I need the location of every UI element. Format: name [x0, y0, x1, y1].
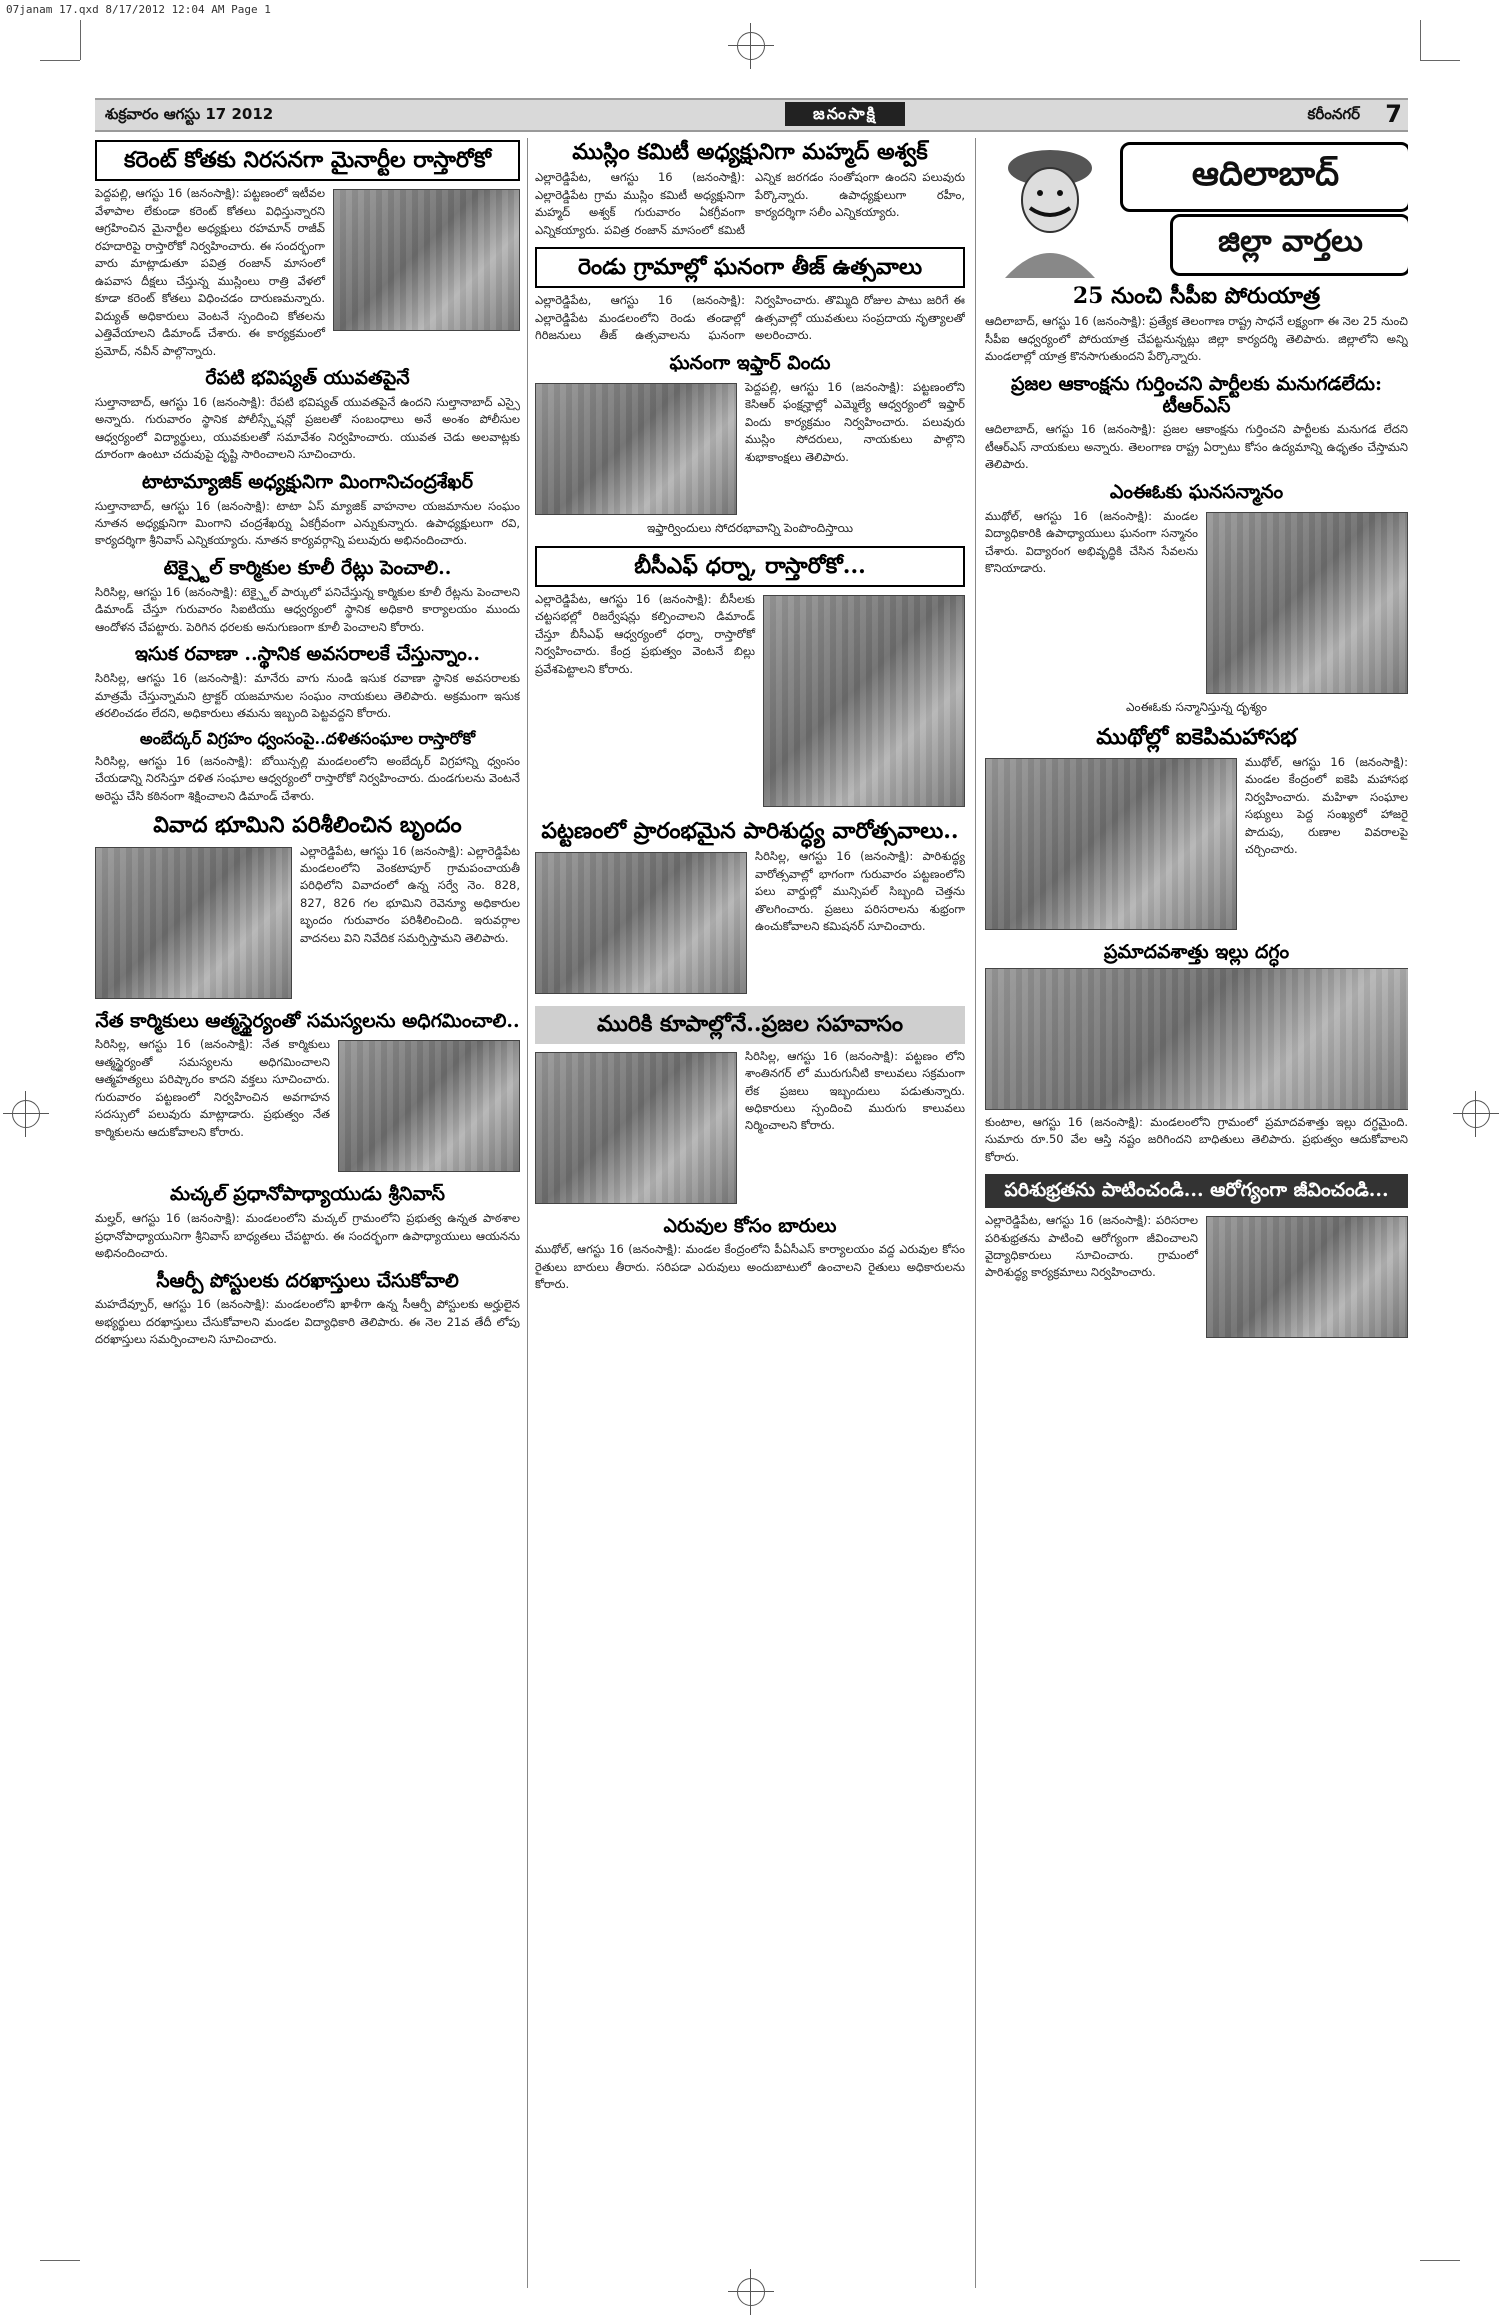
- article-body: ఎల్లారెడ్డిపేట, ఆగస్టు 16 (జనంసాక్షి): ఎల్లారెడ్డిపేట గ్రామ ముస్లిం కమిటీ అధ్యక్షునిగా మహ్మద్ అశ్వక్ గురువారం ఏకగ్రీవంగా ఎన్నికయ్యారు. పవిత్ర రంజాన్ మాసంలో కమిటీ ఎన్నిక జరగడం సంతోషంగా ఉందని పలువురు పేర్కొన్నారు. ఉపాధ్యక్షులుగా రహీం, కార్యదర్శిగా సలీం ఎన్నికయ్యారు.: [535, 170, 965, 237]
- article-body: కుంటాల, ఆగస్టు 16 (జనంసాక్షి): మండలంలోని గ్రామంలో ప్రమాదవశాత్తు ఇల్లు దగ్ధమైంది. సుమారు రూ.50 వేల ఆస్తి నష్టం జరిగిందని బాధితులు తెలిపారు. ప్రభుత్వం ఆదుకోవాలని కోరారు.: [985, 1114, 1408, 1164]
- seminar-photo: [338, 1040, 520, 1172]
- crop-mark: [40, 2260, 80, 2261]
- article: [95, 1011, 520, 1177]
- district-news-label: జిల్లా వార్తలు: [1170, 214, 1408, 276]
- column-right: [985, 138, 1408, 2288]
- headline: నేత కార్మికులు ఆత్మస్థైర్యంతో సమస్యలను అధిగమించాలి..: [95, 1009, 520, 1032]
- photo-caption: ఎంఈఓకు సన్మానిస్తున్న దృశ్యం: [1125, 699, 1268, 714]
- headline: కరెంట్ కోతకు నిరసనగా మైనార్టీల రాస్తారోకో: [95, 140, 520, 181]
- article: [95, 730, 520, 805]
- article: [985, 374, 1408, 474]
- drainage-photo: [535, 1052, 737, 1204]
- article: [985, 942, 1408, 1166]
- headline: ఎరువుల కోసం బారులు: [663, 1214, 837, 1237]
- column-left: [95, 138, 520, 2288]
- article: [95, 472, 520, 550]
- headline: పట్టణంలో ప్రారంభమైన పారిశుద్ధ్య వారోత్సవాలు..: [541, 818, 959, 845]
- article: [95, 813, 520, 1002]
- headline: మురికి కూపాల్లోనే..ప్రజల సహవాసం: [535, 1006, 965, 1043]
- article-body: సిరిసిల్ల, ఆగస్టు 16 (జనంసాక్షి): బోయిన్పల్లి మండలంలోని అంబేద్కర్ విగ్రహాన్ని ధ్వంసం చేయడాన్ని నిరసిస్తూ దళిత సంఘాల ఆధ్వర్యంలో రాస్తారోకో నిర్వహించారు. దుండగులను వెంటనే అరెస్టు చేసి కఠినంగా శిక్షించాలని డిమాండ్ చేశారు.: [95, 753, 520, 803]
- headline: రేపటి భవిష్యత్ యువతపైనే: [205, 366, 410, 389]
- article-body: సిరిసిల్ల, ఆగస్టు 16 (జనంసాక్షి): పారిశుద్ధ్య వారోత్సవాల్లో భాగంగా గురువారం పట్టణంలోని పలు వార్డుల్లో మున్సిపల్ సిబ్బంది చెత్తను తొలగించారు. ప్రజలు పరిసరాలను శుభ్రంగా ఉంచుకోవాలని కమిషనర్ సూచించారు.: [755, 849, 965, 934]
- headline: ఘనంగా ఇఫ్తార్ విందు: [669, 351, 831, 374]
- headline: ముస్లిం కమిటీ అధ్యక్షునిగా మహ్మద్ అశ్వక్: [572, 139, 928, 165]
- headline: ముథోల్లో ఐకెపిమహాసభ: [1096, 723, 1297, 750]
- headline: టెక్స్టైల్ కార్మికుల కూలీ రేట్లు పెంచాలి..: [163, 556, 452, 579]
- article-body: సిరిసిల్ల, ఆగస్టు 16 (జనంసాక్షి): నేత కార్మికులు ఆత్మస్థైర్యంతో సమస్యలను అధిగమించాలని ఆత్మహత్యలు పరిష్కారం కాదని వక్తలు సూచించారు. గురువారం పట్టణంలో నిర్వహించిన అవగాహన సదస్సులో పలువురు మాట్లాడారు. ప్రభుత్వం నేత కార్మికులను ఆదుకోవాలని కోరారు.: [95, 1037, 330, 1139]
- article-body: ఆదిలాబాద్, ఆగస్టు 16 (జనంసాక్షి): ప్రజల ఆకాంక్షను గుర్తించని పార్టీలకు మనుగడ లేదని టీఆర్ఎస్ నాయకులు అన్నారు. తెలంగాణ రాష్ట్ర ఏర్పాటు కోసం ఉద్యమాన్ని ఉధృతం చేస్తామని తెలిపారు.: [985, 422, 1408, 472]
- registration-mark-icon: [12, 1100, 40, 1128]
- protest-photo: [333, 189, 520, 331]
- article-body: సిరిసిల్ల, ఆగస్టు 16 (జనంసాక్షి): మానేరు వాగు నుండి ఇసుక రవాణా స్థానిక అవసరాలకు మాత్రమే చేస్తున్నామని ట్రాక్టర్ యజమానుల సంఘం నాయకులు తెలిపారు. అక్రమంగా ఇసుక తరలించడం లేదని, అధికారులు తమను ఇబ్బంది పెట్టవద్దని కోరారు.: [95, 671, 520, 720]
- article-body: సిరిసిల్ల, ఆగస్టు 16 (జనంసాక్షి): పట్టణం లోని శాంతినగర్ లో మురుగునీటి కాలువలు సక్రమంగా లేక ప్రజలు ఇబ్బందులు పడుతున్నారు. అధికారులు స్పందించి మురుగు కాలువలు నిర్మించాలని కోరారు.: [745, 1048, 965, 1133]
- column-rule: [975, 138, 976, 2288]
- article-body: ఎల్లారెడ్డిపేట, ఆగస్టు 16 (జనంసాక్షి): ఎల్లారెడ్డిపేట మండలంలోని రెండు తండాల్లో గిరిజనులు తీజ్ ఉత్సవాలను ఘనంగా నిర్వహించారు. తొమ్మిది రోజుల పాటు జరిగే ఈ ఉత్సవాల్లో యువతులు సంప్రదాయ నృత్యాలతో అలరించారు.: [535, 293, 965, 343]
- article: [535, 140, 965, 239]
- dharna-photo: [763, 595, 965, 807]
- crop-mark: [1420, 60, 1460, 61]
- photo-caption: ఇఫ్తార్విందులు సోదరభావాన్ని పెంపొందిస్తాయి: [646, 520, 854, 535]
- article-body: సుల్తానాబాద్, ఆగస్టు 16 (జనంసాక్షి): టాటా ఏస్ మ్యాజిక్ వాహనాల యజమానుల సంఘం నూతన అధ్యక్షునిగా మింగాని చంద్రశేఖర్ను ఏకగ్రీవంగా ఎన్నుకున్నారు. ఉపాధ్యక్షులుగా రవి, కార్యదర్శిగా శ్రీనివాస్ ఎన్నికయ్యారు. నూతన కార్యవర్గాన్ని పలువురు అభినందించారు.: [95, 498, 520, 548]
- sanitation-photo: [535, 852, 747, 994]
- headline: సీఆర్పీ పోస్టులకు దరఖాస్తులు చేసుకోవాలి: [156, 1269, 459, 1292]
- headline: పరిశుభ్రతను పాటించండి... ఆరోగ్యంగా జీవించండి...: [985, 1174, 1408, 1208]
- headline: వివాద భూమిని పరిశీలించిన బృందం: [153, 812, 462, 839]
- felicitation-photo: [1206, 512, 1408, 694]
- article: [95, 368, 520, 464]
- crop-mark: [1420, 2260, 1460, 2261]
- article: [95, 1271, 520, 1349]
- article: [985, 725, 1408, 934]
- page-number: 7: [1385, 100, 1402, 128]
- land-inspection-photo: [95, 847, 292, 999]
- headline: ఇసుక రవాణా ..స్థానిక అవసరాలకే చేస్తున్నాం..: [134, 643, 481, 666]
- issue-date: శుక్రవారం ఆగస్టు 17 2012: [105, 105, 274, 123]
- article: [95, 1184, 520, 1262]
- column-rule: [527, 138, 528, 2288]
- article-body: మల్హర్, ఆగస్టు 16 (జనంసాక్షి): మండలంలోని మచ్కల్ గ్రామంలోని ప్రభుత్వ ఉన్నత పాఠశాల ప్రధానోపాధ్యాయునిగా శ్రీనివాస్ బాధ్యతలు చేపట్టారు. ఈ సందర్భంగా ఉపాధ్యాయులు ఆయనను అభినందించారు.: [95, 1211, 520, 1261]
- article: [535, 819, 965, 998]
- headline: ప్రమాదవశాత్తు ఇల్లు దగ్ధం: [1103, 940, 1290, 963]
- headline: ఎంఈఓకు ఘనసన్మానం: [1109, 480, 1284, 503]
- district-name: ఆదిలాబాద్: [1120, 142, 1408, 212]
- cleanliness-photo: [1206, 1216, 1408, 1338]
- headline: టాటామ్యాజిక్ అధ్యక్షునిగా మింగానిచంద్రశేఖర్: [142, 470, 473, 493]
- headline: రెండు గ్రామాల్లో ఘనంగా తీజ్ ఉత్సవాలు: [535, 247, 965, 288]
- column-middle: [535, 138, 965, 2288]
- page-header: [95, 98, 1408, 132]
- newspaper-logo: జనంసాక్షి: [785, 102, 905, 126]
- print-slug: 07janam 17.qxd 8/17/2012 12:04 AM Page 1: [6, 3, 271, 16]
- article-body: సిరిసిల్ల, ఆగస్టు 16 (జనంసాక్షి): టెక్స్టైల్ పార్కులో పనిచేస్తున్న కార్మికుల కూలీ రేట్లను పెంచాలని డిమాండ్ చేస్తూ గురువారం సిఐటియు ఆధ్వర్యంలో స్థానిక అధికారి కార్యాలయం ముందు ఆందోళన చేపట్టారు. పెరిగిన ధరలకు అనుగుణంగా కూలీ పెంచాలని కోరారు.: [95, 584, 520, 634]
- article: [535, 1216, 965, 1294]
- article: [535, 1006, 965, 1207]
- article: [985, 284, 1408, 366]
- article: [95, 644, 520, 722]
- district-masthead: [985, 138, 1408, 278]
- headline: మచ్కల్ ప్రధానోపాధ్యాయుడు శ్రీనివాస్: [170, 1183, 445, 1206]
- article-body: ముథోల్, ఆగస్టు 16 (జనంసాక్షి): మండల కేంద్రంలో ఐకెపి మహాసభ నిర్వహించారు. మహిళా సంఘాల సభ్యులు పెద్ద సంఖ్యలో హాజరై పొదుపు, రుణాల వివరాలపై చర్చించారు.: [1245, 754, 1408, 857]
- article-body: ముథోల్, ఆగస్టు 16 (జనంసాక్షి): మండల విద్యాధికారికి ఉపాధ్యాయులు ఘనంగా సన్మానం చేశారు. విద్యారంగ అభివృద్ధికి చేసిన సేవలను కొనియాడారు.: [985, 508, 1198, 576]
- article-body: ఆదిలాబాద్, ఆగస్టు 16 (జనంసాక్షి): ప్రత్యేక తెలంగాణ రాష్ట్ర సాధనే లక్ష్యంగా ఈ నెల 25 నుంచి సీపీఐ ఆధ్వర్యంలో పోరుయాత్ర చేపట్టనున్నట్లు జిల్లా కార్యదర్శి తెలిపారు. జిల్లాలోని అన్ని మండలాల్లో యాత్ర కొనసాగుతుందని పేర్కొన్నారు.: [985, 314, 1408, 364]
- article: [985, 1174, 1408, 1342]
- crop-mark: [1420, 20, 1421, 60]
- headline: బీసీఎఫ్ ధర్నా, రాస్తారోకో...: [535, 546, 965, 587]
- registration-mark-icon: [737, 32, 765, 60]
- article-body: ఎల్లారెడ్డిపేట, ఆగస్టు 16 (జనంసాక్షి): పరిసరాల పరిశుభ్రతను పాటించి ఆరోగ్యంగా జీవించాలని వైద్యాధికారులు సూచించారు. గ్రామంలో పారిశుద్ధ్య కార్యక్రమాలు నిర్వహించారు.: [985, 1213, 1198, 1280]
- article-body: పెద్దపల్లి, ఆగస్టు 16 (జనంసాక్షి): పట్టణంలో ఇటీవల వేళాపాల లేకుండా కరెంట్ కోతలు విధిస్తున్నారని ఆగ్రహించిన మైనార్టీల అధ్యక్షులు రహమాన్ రాజీవ్ రహదారిపై రాస్తారోకో నిర్వహించారు. ఈ సందర్భంగా వారు మాట్లాడుతూ పవిత్ర రంజాన్ మాసంలో ఉపవాస దీక్షలు చేస్తున్న ముస్లింలు రాత్రి వేళలో కూడా కరెంట్ కోతలు విధించడం దారుణమన్నారు. విద్యుత్ అధికారులు వెంటనే స్పందించి కోతలను ఎత్తివేయాలని డిమాండ్ చేశారు. ఈ కార్యక్రమంలో ప్రమోద్, నవీన్ పాల్గొన్నారు.: [95, 186, 325, 358]
- article-body: మహదేవ్పూర్, ఆగస్టు 16 (జనంసాక్షి): మండలంలోని ఖాళీగా ఉన్న సీఆర్పీ పోస్టులకు అర్హులైన అభ్యర్థులు దరఖాస్తులు చేసుకోవాలని మండల విద్యాధికారి తెలిపారు. ఈ నెల 21వ తేదీ లోపు దరఖాస్తులు సమర్పించాలని సూచించారు.: [95, 1297, 520, 1347]
- headline: ప్రజల ఆకాంక్షను గుర్తించని పార్టీలకు మనుగడలేదు: టీఆర్ఎస్: [1011, 372, 1382, 417]
- headline: 25 నుంచి సీపీఐ పోరుయాత్ర: [1072, 283, 1321, 309]
- fire-damage-photo: [985, 968, 1408, 1110]
- article: [95, 140, 520, 360]
- crop-mark: [80, 20, 81, 60]
- article-body: ఎల్లారెడ్డిపేట, ఆగస్టు 16 (జనంసాక్షి): బీసీలకు చట్టసభల్లో రిజర్వేషన్లు కల్పించాలని డిమాండ్ చేస్తూ బీసీఎఫ్ ఆధ్వర్యంలో ధర్నా, రాస్తారోకో నిర్వహించారు. కేంద్ర ప్రభుత్వం వెంటనే బిల్లు ప్రవేశపెట్టాలని కోరారు.: [535, 592, 755, 676]
- crop-mark: [40, 60, 80, 61]
- article: [535, 353, 965, 538]
- article: [535, 546, 965, 811]
- article: [985, 482, 1408, 717]
- article: [535, 247, 965, 345]
- article-body: ముథోల్, ఆగస్టు 16 (జనంసాక్షి): మండల కేంద్రంలోని పీఏసీఎస్ కార్యాలయం వద్ద ఎరువుల కోసం రైతులు బారులు తీరారు. సరిపడా ఎరువులు అందుబాటులో ఉంచాలని రైతులు అధికారులను కోరారు.: [535, 1242, 965, 1292]
- edition-city: కరీంనగర్: [1307, 105, 1360, 123]
- iftar-photo: [535, 383, 737, 515]
- meeting-photo: [985, 758, 1237, 930]
- article-body: సుల్తానాబాద్, ఆగస్టు 16 (జనంసాక్షి): రేపటి భవిష్యత్ యువతపైనే ఉందని సుల్తానాబాద్ ఎస్సై అన్నారు. గురువారం స్థానిక పోలీస్స్టేషన్లో ప్రజలతో సంబంధాలు అనే అంశం పోలీసుల ఆధ్వర్యంలో విద్యార్థులు, యువకులతో సమావేశం నిర్వహించారు. యువత చెడు అలవాట్లకు దూరంగా ఉంటూ చదువుపై దృష్టి సారించాలని సూచించారు.: [95, 394, 520, 462]
- registration-mark-icon: [1462, 1100, 1490, 1128]
- article-body: పెద్దపల్లి, ఆగస్టు 16 (జనంసాక్షి): పట్టణంలోని కెసిఆర్ ఫంక్షన్హాల్లో ఎమ్మెల్యే ఆధ్వర్యంలో ఇఫ్తార్ విందు కార్యక్రమం నిర్వహించారు. పలువురు ముస్లిం సోదరులు, నాయకులు పాల్గొని శుభాకాంక్షలు తెలిపారు.: [745, 379, 965, 464]
- article: [95, 558, 520, 636]
- portrait-illustration-icon: [985, 138, 1115, 278]
- headline: అంబేద్కర్ విగ్రహం ధ్వంసంపై..దళితసంఘాల రాస్తారోకో: [139, 729, 476, 749]
- article-body: ఎల్లారెడ్డిపేట, ఆగస్టు 16 (జనంసాక్షి): ఎల్లారెడ్డిపేట మండలంలోని వెంకటాపూర్ గ్రామపంచాయతీ పరిధిలోని వివాదంలో ఉన్న సర్వే నెం. 828, 827, 826 గల భూమిని రెవెన్యూ అధికారుల బృందం గురువారం పరిశీలించింది. ఇరువర్గాల వాదనలు విని నివేదిక సమర్పిస్తామని తెలిపారు.: [300, 843, 520, 945]
